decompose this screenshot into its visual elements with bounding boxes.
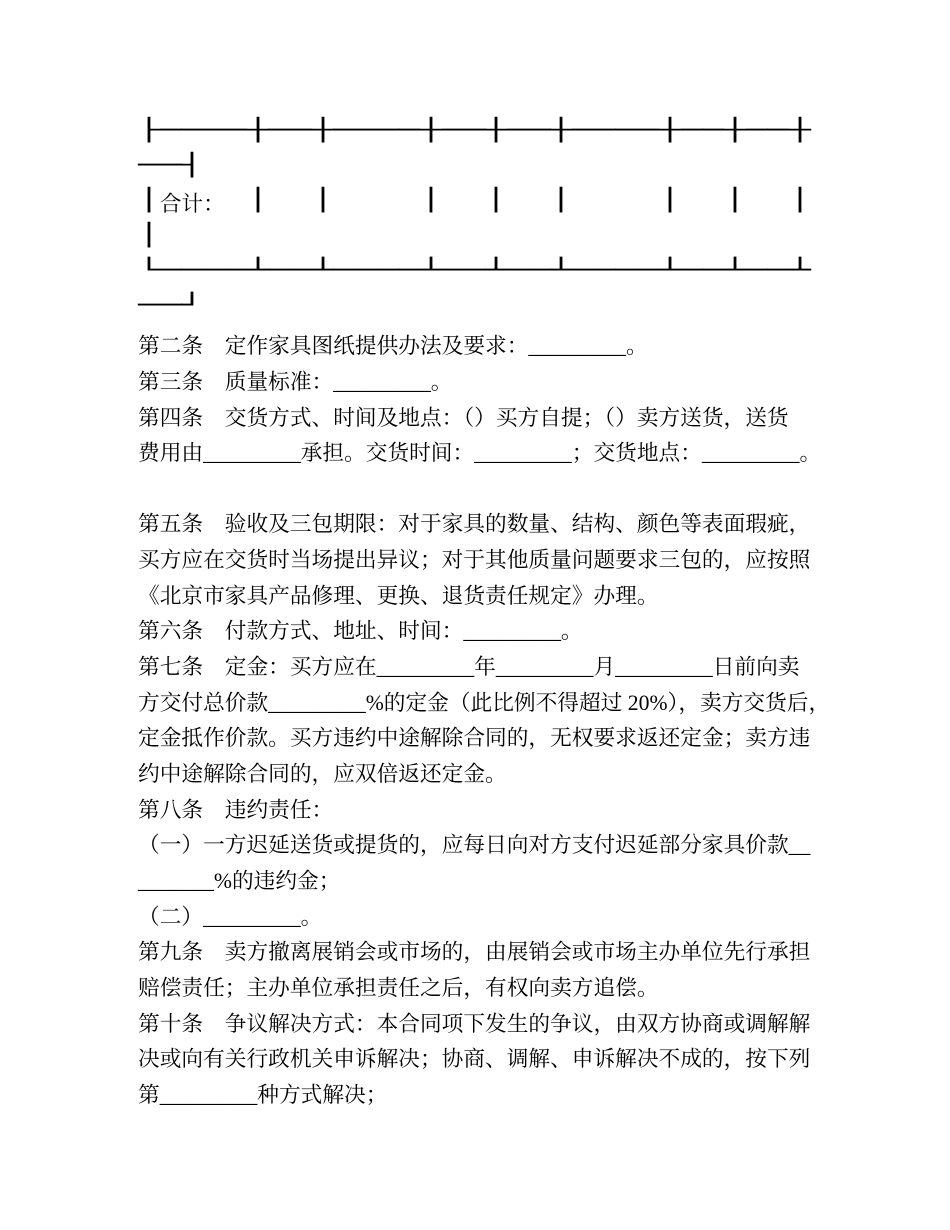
clause-4-line-1: 第四条 交货方式、时间及地点：（）买方自提；（）卖方送货，送货 [138, 405, 789, 430]
table-border-glyph: ─ [268, 257, 290, 283]
table-cell-glyph [268, 187, 290, 222]
table-total-row [138, 187, 838, 222]
table-border-glyph: ─ [615, 117, 638, 143]
table-border-glyph: ┴ [246, 257, 269, 283]
clause-2-line-1: 第二条 定作家具图纸提供办法及要求：_________。 [138, 334, 648, 359]
clause-5-line-2: 买方应在交货时当场提出异议；对于其他质量问题要求三包的，应按照 [138, 548, 811, 573]
table-border-glyph: │ [658, 187, 681, 213]
clause-7-line-3: 定金抵作价款。买方违约中途解除合同的，无权要求返还定金；卖方违 [138, 726, 811, 751]
clause-10-line-2: 决或向有关行政机关申诉解决；协商、调解、申诉解决不成的，按下列 [138, 1047, 811, 1072]
table-border-glyph: ─ [333, 117, 355, 143]
table-border-glyph: │ [789, 187, 811, 213]
table-border-glyph: │ [420, 187, 442, 213]
table-border-glyph: ┼ [550, 117, 572, 143]
table-border-glyph: ┴ [485, 257, 507, 283]
table-border-glyph: ─ [702, 257, 724, 283]
table-cell-glyph: 合 [159, 191, 182, 216]
table-border-glyph: ─ [702, 117, 724, 143]
table-cell-glyph [767, 187, 789, 222]
table-border-glyph: ┴ [789, 257, 811, 283]
clause-8-line-2: （一）一方迟延送货或提货的，应每日向对方支付迟延部分家具价款__ [138, 833, 811, 858]
table-border-glyph: ─ [398, 257, 421, 283]
table-cell-glyph [464, 187, 486, 222]
table-cell-glyph [681, 187, 703, 222]
table-border-glyph: │ [550, 187, 572, 213]
table-border-glyph: ─ [376, 117, 399, 143]
table-border-glyph: ─ [528, 257, 551, 283]
table-border-glyph: ─ [333, 257, 355, 283]
table-cell-glyph [594, 187, 616, 222]
table-border-glyph: ─ [615, 257, 638, 283]
table-cell-glyph [398, 187, 420, 222]
table-border-glyph: ─ [528, 117, 551, 143]
table-border-glyph: ─ [224, 117, 247, 143]
table-border-glyph: ─ [138, 152, 160, 178]
summary-table [138, 117, 838, 327]
clause-5-line-1: 第五条 验收及三包期限：对于家具的数量、结构、颜色等表面瑕疵， [138, 512, 811, 537]
clause-10 [138, 1007, 878, 1114]
table-cell-glyph [290, 187, 312, 222]
table-border-glyph: ─ [506, 257, 529, 283]
table-cell-glyph [615, 187, 637, 222]
table-border-glyph: ┴ [420, 257, 442, 283]
table-border-glyph: ┼ [485, 117, 507, 143]
clause-3-line-1: 第三条 质量标准：_________。 [138, 369, 453, 394]
table-border-glyph: ─ [159, 292, 182, 318]
table-top-border-wrap [138, 152, 838, 187]
table-cell-glyph [746, 187, 768, 222]
table-cell-glyph [355, 187, 377, 222]
table-border-glyph: ─ [572, 257, 594, 283]
clause-7-line-1: 第七条 定金：买方应在_________年_________月_________日前向卖 [138, 655, 800, 680]
table-border-glyph: ─ [441, 257, 464, 283]
clause-4-line-2: 费用由_________承担。交货时间：_________；交货地点：_________。 [138, 441, 822, 466]
table-cell-glyph [507, 187, 529, 222]
table-border-glyph: ─ [159, 152, 182, 178]
table-border-glyph: ┴ [550, 257, 572, 283]
clause-4 [138, 401, 878, 472]
table-border-glyph: ┼ [658, 117, 681, 143]
table-border-glyph: │ [138, 222, 160, 248]
table-border-glyph: ─ [463, 117, 486, 143]
table-border-glyph: │ [485, 187, 507, 213]
table-border-glyph: ─ [268, 117, 290, 143]
table-bottom-border-wrap [138, 292, 838, 327]
table-border-glyph: ─ [224, 257, 247, 283]
clause-9-line-2: 赔偿责任；主办单位承担责任之后，有权向卖方追偿。 [138, 976, 659, 1000]
table-border-glyph: ─ [289, 117, 312, 143]
clause-9 [138, 935, 878, 1006]
table-border-glyph: ─ [181, 257, 204, 283]
table-border-glyph: ─ [637, 257, 659, 283]
table-border-glyph: ─ [680, 257, 703, 283]
table-border-glyph: ─ [593, 117, 616, 143]
table-border-glyph: ─ [767, 117, 789, 143]
clause-8-line-4: （二）_________。 [138, 904, 323, 929]
table-cell-glyph: 计 [181, 191, 204, 216]
table-cell-glyph [377, 187, 399, 222]
table-cell-glyph [702, 187, 724, 222]
table-border-glyph: ─ [203, 257, 225, 283]
table-border-glyph: ─ [159, 117, 182, 143]
clause-8-line-3: _______%的违约金； [138, 869, 341, 894]
table-border-glyph: ─ [745, 257, 768, 283]
table-border-glyph: │ [246, 187, 269, 213]
clause-8-line-1: 第八条 违约责任： [138, 797, 334, 822]
table-border-glyph: ─ [159, 257, 182, 283]
table-border-glyph: ─ [355, 117, 377, 143]
table-border-glyph: ┼ [420, 117, 442, 143]
table-cell-glyph: ： [203, 191, 225, 216]
table-border-glyph: ┼ [311, 117, 334, 143]
blank-line [138, 472, 878, 508]
clause-10-line-3: 第_________种方式解决； [138, 1082, 388, 1107]
table-border-glyph: │ [723, 187, 746, 213]
table-cell-glyph [442, 187, 464, 222]
table-border-glyph: ─ [376, 257, 399, 283]
table-border-glyph: ─ [637, 117, 659, 143]
table-border-glyph: ┴ [723, 257, 746, 283]
table-border-glyph: │ [138, 187, 160, 213]
table-border-glyph: ─ [767, 257, 789, 283]
clause-3 [138, 365, 878, 401]
table-border-glyph: ─ [593, 257, 616, 283]
clause-5 [138, 507, 878, 614]
clause-7-line-4: 约中途解除合同的，应双倍返还定金。 [138, 762, 507, 787]
clause-9-line-1: 第九条 卖方撤离展销会或市场的，由展销会或市场主办单位先行承担 [138, 940, 811, 965]
table-border-glyph: ┴ [311, 257, 334, 283]
table-border-glyph: │ [311, 187, 334, 213]
table-border-glyph: ┘ [181, 292, 204, 318]
clause-5-line-3: 《北京市家具产品修理、更换、退货责任规定》办理。 [138, 583, 659, 608]
table-border-glyph: ┼ [789, 117, 811, 143]
table-cell-glyph [333, 187, 355, 222]
table-border-glyph: ─ [441, 117, 464, 143]
clause-6 [138, 614, 878, 650]
table-border-glyph: ─ [745, 117, 768, 143]
table-border-glyph: ─ [680, 117, 703, 143]
table-border-glyph: ┤ [181, 152, 204, 178]
table-border-glyph: ├ [138, 117, 160, 143]
table-cell-glyph [225, 187, 247, 222]
clause-10-line-1: 第十条 争议解决方式：本合同项下发生的争议，由双方协商或调解解 [138, 1011, 811, 1036]
table-border-glyph: └ [138, 257, 160, 283]
table-border-glyph: ─ [181, 117, 204, 143]
table-border-glyph: ─ [138, 292, 160, 318]
table-border-glyph: ─ [506, 117, 529, 143]
table-bottom-border [138, 257, 838, 292]
clause-7 [138, 650, 878, 793]
table-border-glyph: ─ [203, 117, 225, 143]
table-border-glyph: ─ [355, 257, 377, 283]
clause-8 [138, 793, 878, 936]
table-top-border [138, 117, 838, 152]
table-border-glyph: ─ [572, 117, 594, 143]
table-cell-glyph [529, 187, 551, 222]
clause-2 [138, 329, 878, 365]
table-cell-glyph [572, 187, 594, 222]
clause-7-line-2: 方交付总价款_________%的定金（此比例不得超过 20%），卖方交货后， [138, 690, 831, 715]
table-border-glyph: ┴ [658, 257, 681, 283]
table-border-glyph: ─ [398, 117, 421, 143]
table-border-glyph: ┼ [246, 117, 269, 143]
table-total-row-wrap [138, 222, 838, 257]
table-border-glyph: ─ [289, 257, 312, 283]
clause-6-line-1: 第六条 付款方式、地址、时间：_________。 [138, 619, 583, 644]
table-cell-glyph [637, 187, 659, 222]
table-border-glyph: ─ [463, 257, 486, 283]
contract-body [138, 329, 878, 1113]
table-border-glyph: ┼ [723, 117, 746, 143]
